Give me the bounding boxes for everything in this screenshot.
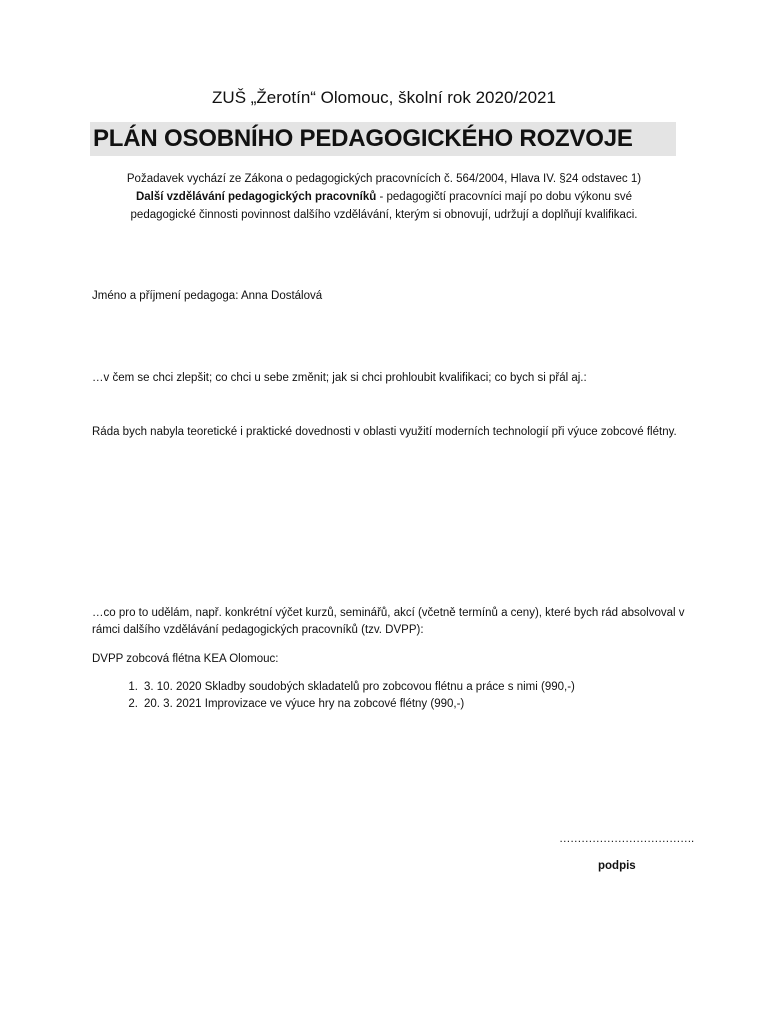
course-list: [92, 679, 575, 713]
school-year-heading: ZUŠ „Žerotín“ Olomouc, školní rok 2020/2021: [212, 88, 556, 107]
dvpp-subheading: DVPP zobcová flétna KEA Olomouc:: [92, 653, 279, 665]
legal-intro: [80, 170, 688, 224]
list-item: [92, 696, 575, 713]
list-item-text: 3. 10. 2020 Skladby soudobých skladatelů pro zobcovou flétnu a práce s nimi (990,-): [144, 681, 575, 693]
intro-line-1: Požadavek vychází ze Zákona o pedagogických pracovnících č. 564/2004, Hlava IV. §24 odstavec 1): [126, 173, 642, 185]
teacher-name-line: Jméno a příjmení pedagoga: Anna Dostálová: [92, 290, 323, 302]
document-title: PLÁN OSOBNÍHO PEDAGOGICKÉHO ROZVOJE: [90, 122, 676, 156]
intro-bold-phrase: Další vzdělávání pedagogických pracovníků: [135, 191, 377, 203]
signature-line: ……………………………….: [559, 833, 694, 845]
list-item: [92, 679, 575, 696]
intro-line-3: pedagogické činnosti povinnost dalšího vzdělávání, kterým si obnovují, udržují a doplňují kvalifikaci.: [130, 209, 638, 221]
plan-prompt: …co pro to udělám, např. konkrétní výčet kurzů, seminářů, akcí (včetně termínů a ceny), které bych rád absolvoval v rámci dalšího vzdělávání pedagogických pracovníků (tzv. DVPP):: [92, 607, 685, 636]
list-item-number: 2.: [128, 698, 138, 710]
intro-line-2: [80, 188, 688, 206]
list-item-text: 20. 3. 2021 Improvizace ve výuce hry na zobcové flétny (990,-): [144, 698, 465, 710]
intro-line-2-rest: - pedagogičtí pracovníci mají po dobu výkonu své: [376, 191, 632, 203]
list-item-number: 1.: [128, 681, 138, 693]
goals-prompt: …v čem se chci zlepšit; co chci u sebe změnit; jak si chci prohloubit kvalifikaci; co bych si přál aj.:: [92, 372, 587, 384]
signature-label: podpis: [598, 860, 636, 872]
goals-answer: Ráda bych nabyla teoretické i praktické dovednosti v oblasti využití moderních technologií při výuce zobcové flétny.: [92, 426, 677, 438]
